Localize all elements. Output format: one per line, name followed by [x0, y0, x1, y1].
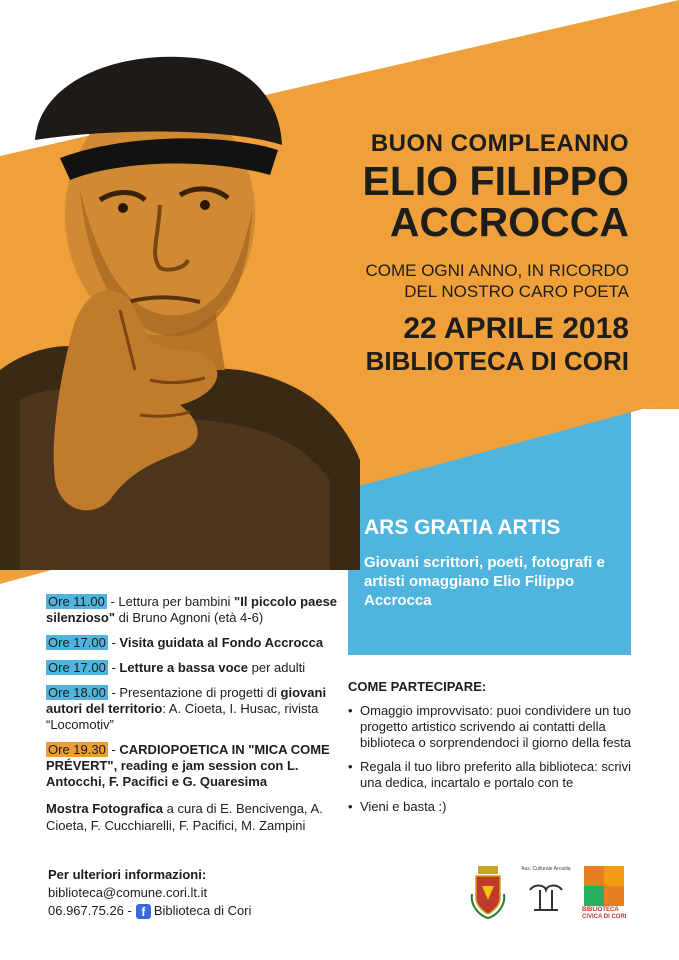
- list-item: • Omaggio improvvisato: puoi condividere un tuo progetto artistico scrivendo ai contatti della biblioteca o sorprendendoci il giorno della festa: [348, 703, 648, 751]
- biblio-line-2: CIVICA DI CORI: [582, 914, 627, 920]
- schedule-separator: -: [106, 594, 119, 609]
- list-item: • Vieni e basta :): [348, 799, 648, 815]
- poet-portrait: [0, 40, 360, 570]
- event-place: BIBLIOTECA DI CORI: [365, 346, 629, 376]
- schedule-highlight: giovani autori del territorio: [46, 685, 327, 716]
- list-item: • Regala il tuo libro preferito alla biblioteca: scrivi una dedica, incartalo e portalo con te: [348, 759, 648, 791]
- schedule-item: [46, 594, 346, 626]
- schedule-text: per adulti: [248, 660, 306, 675]
- schedule-time: Ore 17.00: [48, 660, 106, 675]
- schedule-time: Ore 11.00: [48, 594, 105, 609]
- schedule-item: [46, 742, 346, 790]
- schedule-time: Ore 17.00: [48, 635, 106, 650]
- schedule-highlight: CARDIOPOETICA IN "MICA COME PRÉVERT", reading e jam session con L. Antocchi, F. Pacifici e G. Quaresima: [46, 742, 330, 789]
- ars-body: Giovani scrittori, poeti, fotografi e artisti omaggiano Elio Filippo Accrocca: [364, 554, 605, 609]
- biblioteca-logo-label: [582, 907, 628, 921]
- arcadia-label: Ass. Culturale Arcadia: [521, 866, 571, 872]
- schedule-text: Presentazione di progetti di: [119, 685, 281, 700]
- headline-line-3: ACCROCCA: [389, 199, 629, 245]
- schedule-item: [46, 685, 346, 733]
- biblioteca-logo-icon: [584, 866, 624, 906]
- mostra-text: a cura di E. Bencivenga, A. Cioeta, F. Cucchiarelli, F. Pacifici, M. Zampini: [46, 801, 323, 833]
- schedule-separator: -: [107, 742, 120, 757]
- headline-line-1: BUON COMPLEANNO: [370, 130, 629, 157]
- facebook-page-link[interactable]: Biblioteca di Cori: [153, 903, 252, 918]
- schedule-time: Ore 18.00: [48, 685, 106, 700]
- schedule-time: Ore 19.30: [48, 742, 106, 757]
- contact-email[interactable]: biblioteca@comune.cori.lt.it: [48, 885, 208, 900]
- schedule-highlight: "Il piccolo paese silenzioso": [46, 594, 338, 625]
- schedule-separator: -: [107, 635, 120, 650]
- contact-phone-row: [48, 902, 251, 920]
- contact-phone[interactable]: 06.967.75.26 -: [48, 903, 132, 918]
- facebook-icon: f: [136, 904, 151, 919]
- schedule-text: di Bruno Agnoni (età 4-6): [115, 610, 264, 625]
- ars-title: ARS GRATIA ARTIS: [364, 516, 561, 539]
- schedule-item: [46, 635, 346, 651]
- comune-coat-of-arms-icon: [468, 864, 508, 920]
- event-schedule: [46, 594, 346, 799]
- photo-exhibition: [46, 800, 346, 834]
- event-date: 22 APRILE 2018: [403, 312, 629, 345]
- schedule-separator: -: [107, 660, 120, 675]
- schedule-highlight: Letture a bassa voce: [119, 660, 249, 675]
- schedule-text: Lettura per bambini: [118, 594, 235, 609]
- biblio-line-1: BIBLIOTECA: [582, 907, 619, 913]
- schedule-text: : A. Cioeta, I. Husac, rivista “Locomotiv”: [46, 701, 319, 732]
- participate-list: [348, 703, 648, 823]
- schedule-highlight: Visita guidata al Fondo Accrocca: [119, 635, 324, 650]
- schedule-item: [46, 660, 346, 676]
- subtitle-line-1: COME OGNI ANNO, IN RICORDO: [365, 261, 629, 280]
- participate-title: COME PARTECIPARE:: [348, 679, 487, 694]
- headline-line-2: ELIO FILIPPO: [362, 158, 629, 204]
- schedule-separator: -: [107, 685, 120, 700]
- arcadia-logo-icon: [520, 870, 572, 916]
- mostra-title: Mostra Fotografica: [46, 801, 164, 816]
- contact-info: [48, 866, 251, 920]
- subtitle-line-2: DEL NOSTRO CARO POETA: [404, 282, 629, 301]
- contact-title: Per ulteriori informazioni:: [48, 867, 207, 882]
